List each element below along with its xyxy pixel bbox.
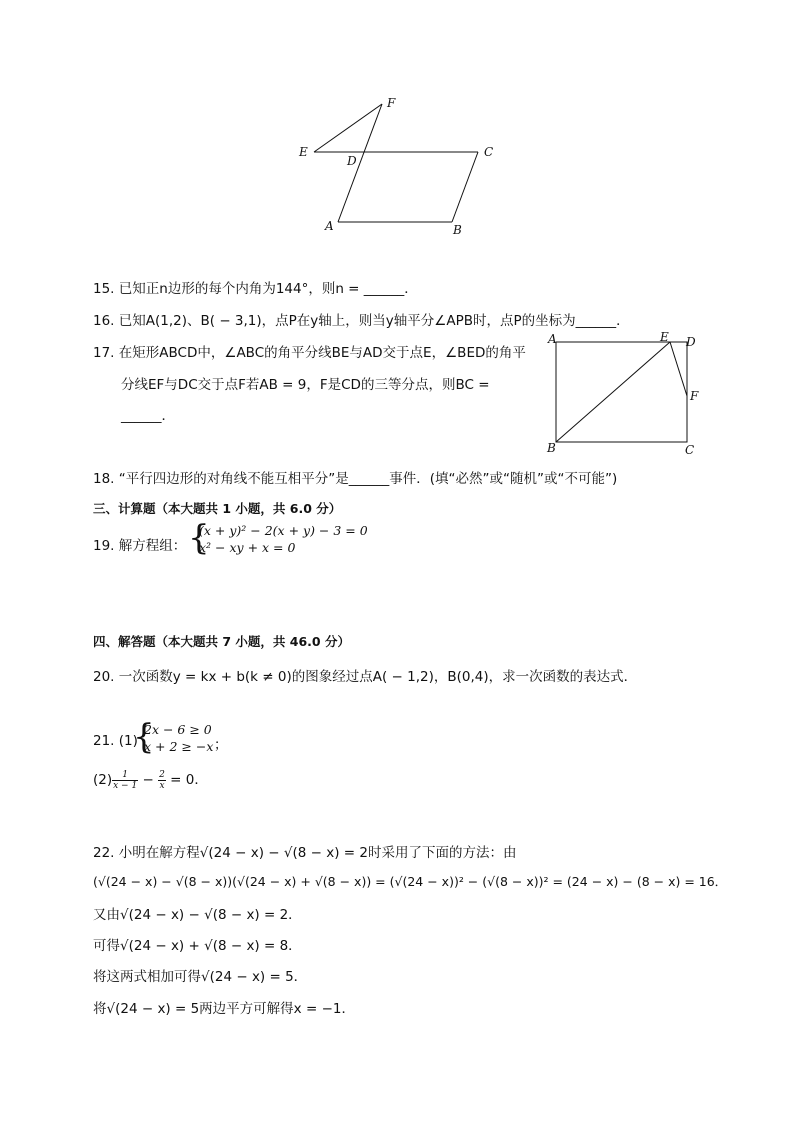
question-21-label: 21. (1) — [93, 733, 138, 749]
part-2-label: (2) — [93, 772, 113, 788]
fraction-2-denominator: x — [159, 780, 165, 791]
question-19-label: 19. 解方程组： — [93, 538, 187, 554]
question-16: 16. 已知A(1,2)、B( − 3,1)，点P在y轴上，则当y轴平分∠APB时，点P的坐标为______． — [93, 313, 630, 329]
fraction-2-numerator: 2 — [159, 769, 165, 780]
label-D: D — [686, 335, 696, 349]
label-E: E — [299, 145, 308, 159]
inequality-brace: { — [133, 717, 155, 757]
question-22-line-1: 22. 小明在解方程√(24 − x) − √(8 − x) = 2时采用了下面的方法：由 — [93, 845, 517, 861]
question-19-eq1: (x + y)² − 2(x + y) − 3 = 0 — [199, 523, 368, 538]
rectangle-figure — [542, 330, 712, 460]
question-21-semicolon: ； — [214, 737, 228, 753]
section-4-heading: 四、解答题（本大题共 7 小题，共 46.0 分） — [93, 634, 350, 649]
question-22-line-5: 将这两式相加可得√(24 − x) = 5． — [93, 969, 308, 985]
label-F: F — [387, 96, 396, 110]
label-A: A — [548, 332, 557, 346]
question-17-line-2: 分线EF与DC交于点F若AB = 9，F是CD的三等分点，则BC = — [121, 377, 490, 393]
fraction-2 — [158, 770, 166, 791]
label-B: B — [453, 223, 462, 237]
fraction-1-denominator: x − 1 — [113, 780, 138, 791]
parallelogram-figure — [290, 92, 510, 242]
question-22-line-2: (√(24 − x) − √(8 − x))(√(24 − x) + √(8 − x)) = (√(24 − x))² − (√(8 − x))² = (24 − x) − (8 − x) = 16． — [93, 874, 728, 889]
fraction-1 — [112, 770, 138, 791]
label-F: F — [690, 389, 699, 403]
question-21-part-2 — [93, 768, 208, 791]
equals-zero: = 0． — [165, 772, 208, 788]
question-20: 20. 一次函数y = kx + b(k ≠ 0)的图象经过点A( − 1,2)，B(0,4)，求一次函数的表达式． — [93, 669, 638, 685]
question-15: 15. 已知正n边形的每个内角为144°，则n = ______． — [93, 281, 418, 297]
section-3-heading: 三、计算题（本大题共 1 小题，共 6.0 分） — [93, 501, 342, 516]
label-E: E — [660, 330, 669, 344]
label-C: C — [484, 145, 494, 159]
question-21-eq1: 2x − 6 ≥ 0 — [144, 722, 212, 737]
fraction-1-numerator: 1 — [112, 770, 138, 781]
question-19-eq2: x² − xy + x = 0 — [199, 540, 296, 555]
label-D: D — [347, 154, 357, 168]
question-21-eq2: x + 2 ≥ −x — [144, 739, 214, 754]
label-C: C — [685, 443, 695, 457]
question-22-line-3: 又由√(24 − x) − √(8 − x) = 2． — [93, 907, 302, 923]
minus-sign: − — [138, 772, 159, 788]
question-18: 18. “平行四边形的对角线不能互相平分”是______事件．(填“必然”或“随机”或“不可能”) — [93, 471, 618, 487]
question-17-line-3: ______． — [121, 408, 175, 424]
question-22-line-6: 将√(24 − x) = 5两边平方可解得x = −1． — [93, 1001, 355, 1017]
question-22-line-4: 可得√(24 − x) + √(8 − x) = 8． — [93, 938, 302, 954]
question-17-line-1: 17. 在矩形ABCD中，∠ABC的角平分线BE与AD交于点E，∠BED的角平 — [93, 345, 526, 361]
label-A: A — [325, 219, 334, 233]
system-brace: { — [188, 518, 210, 558]
label-B: B — [547, 441, 556, 455]
